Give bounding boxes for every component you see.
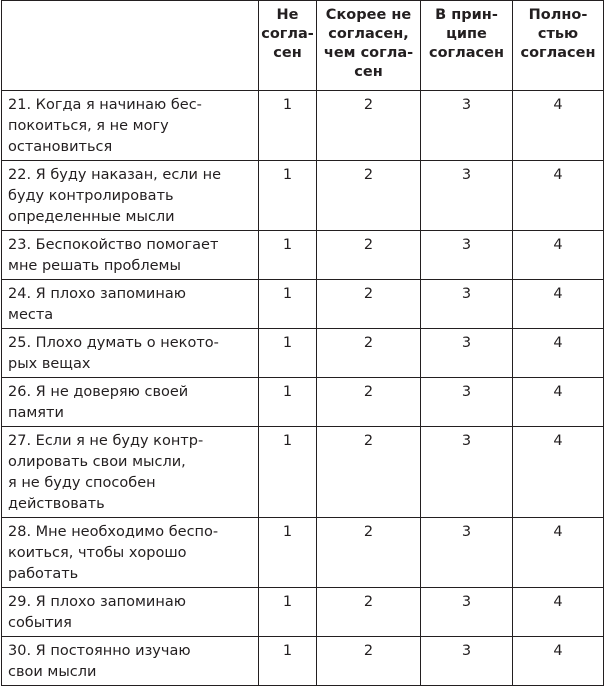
header-line: ципе: [446, 26, 487, 42]
statement-cell: [2, 329, 259, 378]
statement-cell: [2, 231, 259, 280]
statement-line: 24. Я плохо запоминаю: [8, 286, 186, 302]
score-cell-v1: 1: [259, 378, 317, 427]
score-cell-v2: 2: [317, 231, 421, 280]
header-line: согласен,: [328, 26, 409, 42]
score-cell-v2: 2: [317, 280, 421, 329]
score-cell-v4: 4: [513, 329, 604, 378]
statement-line: работать: [8, 566, 79, 582]
header-line: Полно-: [528, 7, 588, 23]
score-cell-v2: 2: [317, 427, 421, 518]
score-cell-v4: 4: [513, 161, 604, 231]
header-rather-disagree: [317, 1, 421, 91]
statement-line: я не буду способен: [8, 475, 156, 491]
statement-cell: [2, 378, 259, 427]
score-cell-v3: 3: [421, 637, 513, 686]
score-cell-v1: 1: [259, 161, 317, 231]
score-cell-v1: 1: [259, 518, 317, 588]
header-line: Не: [276, 7, 299, 23]
statement-line: определенные мысли: [8, 209, 175, 225]
score-cell-v4: 4: [513, 91, 604, 161]
score-cell-v2: 2: [317, 378, 421, 427]
header-line: чем согла-: [323, 45, 414, 61]
statement-line: 22. Я буду наказан, если не: [8, 167, 221, 183]
statement-line: памяти: [8, 405, 64, 421]
statement-cell: [2, 427, 259, 518]
score-cell-v3: 3: [421, 231, 513, 280]
table-row: [2, 329, 604, 378]
statement-line: олировать свои мысли,: [8, 454, 186, 470]
statement-line: покоиться, я не могу: [8, 118, 169, 134]
table-row: [2, 161, 604, 231]
score-cell-v1: 1: [259, 637, 317, 686]
score-cell-v4: 4: [513, 518, 604, 588]
score-cell-v2: 2: [317, 518, 421, 588]
header-line: сен: [273, 45, 302, 61]
table-row: [2, 280, 604, 329]
score-cell-v2: 2: [317, 91, 421, 161]
statement-line: рых вещах: [8, 356, 91, 372]
score-cell-v4: 4: [513, 378, 604, 427]
statement-cell: [2, 588, 259, 637]
score-cell-v4: 4: [513, 588, 604, 637]
score-cell-v3: 3: [421, 427, 513, 518]
header-statement: [2, 1, 259, 91]
statement-line: 26. Я не доверяю своей: [8, 384, 189, 400]
score-cell-v2: 2: [317, 161, 421, 231]
header-line: согласен: [520, 45, 596, 61]
score-cell-v3: 3: [421, 329, 513, 378]
score-cell-v4: 4: [513, 231, 604, 280]
score-cell-v4: 4: [513, 280, 604, 329]
questionnaire-table: [1, 0, 604, 686]
score-cell-v3: 3: [421, 280, 513, 329]
statement-line: 29. Я плохо запоминаю: [8, 594, 186, 610]
score-cell-v1: 1: [259, 231, 317, 280]
statement-line: свои мысли: [8, 664, 97, 680]
header-line: Скорее не: [325, 7, 412, 23]
score-cell-v3: 3: [421, 161, 513, 231]
statement-line: 30. Я постоянно изучаю: [8, 643, 191, 659]
statement-line: 28. Мне необходимо беспо-: [8, 524, 219, 540]
header-line: согласен: [429, 45, 504, 61]
statement-line: действовать: [8, 496, 105, 512]
statement-cell: [2, 637, 259, 686]
statement-line: 27. Если я не буду контр-: [8, 433, 204, 449]
statement-line: события: [8, 615, 72, 631]
score-cell-v3: 3: [421, 518, 513, 588]
statement-line: 25. Плохо думать о некото-: [8, 335, 219, 351]
table-row: [2, 588, 604, 637]
header-line: стью: [537, 26, 579, 42]
header-line: сен: [354, 64, 383, 80]
statement-line: остановиться: [8, 139, 113, 155]
score-cell-v2: 2: [317, 588, 421, 637]
table-row: [2, 518, 604, 588]
table-row: [2, 231, 604, 280]
table-row: [2, 427, 604, 518]
table-row: [2, 637, 604, 686]
score-cell-v4: 4: [513, 637, 604, 686]
statement-cell: [2, 161, 259, 231]
score-cell-v1: 1: [259, 280, 317, 329]
score-cell-v4: 4: [513, 427, 604, 518]
statement-cell: [2, 280, 259, 329]
table-row: [2, 91, 604, 161]
header-partly-agree: [421, 1, 513, 91]
statement-line: 23. Беспокойство помогает: [8, 237, 219, 253]
statement-line: буду контролировать: [8, 188, 174, 204]
score-cell-v1: 1: [259, 329, 317, 378]
score-cell-v2: 2: [317, 329, 421, 378]
score-cell-v3: 3: [421, 91, 513, 161]
statement-line: коиться, чтобы хорошо: [8, 545, 187, 561]
score-cell-v3: 3: [421, 378, 513, 427]
header-disagree: [259, 1, 317, 91]
statement-line: места: [8, 307, 54, 323]
score-cell-v1: 1: [259, 91, 317, 161]
statement-line: мне решать проблемы: [8, 258, 181, 274]
statement-cell: [2, 518, 259, 588]
score-cell-v1: 1: [259, 588, 317, 637]
table-row: [2, 378, 604, 427]
header-row: [2, 1, 604, 91]
statement-cell: [2, 91, 259, 161]
header-fully-agree: [513, 1, 604, 91]
score-cell-v1: 1: [259, 427, 317, 518]
statement-line: 21. Когда я начинаю бес-: [8, 97, 202, 113]
score-cell-v2: 2: [317, 637, 421, 686]
header-line: согла-: [261, 26, 314, 42]
score-cell-v3: 3: [421, 588, 513, 637]
header-line: В прин-: [435, 7, 498, 23]
